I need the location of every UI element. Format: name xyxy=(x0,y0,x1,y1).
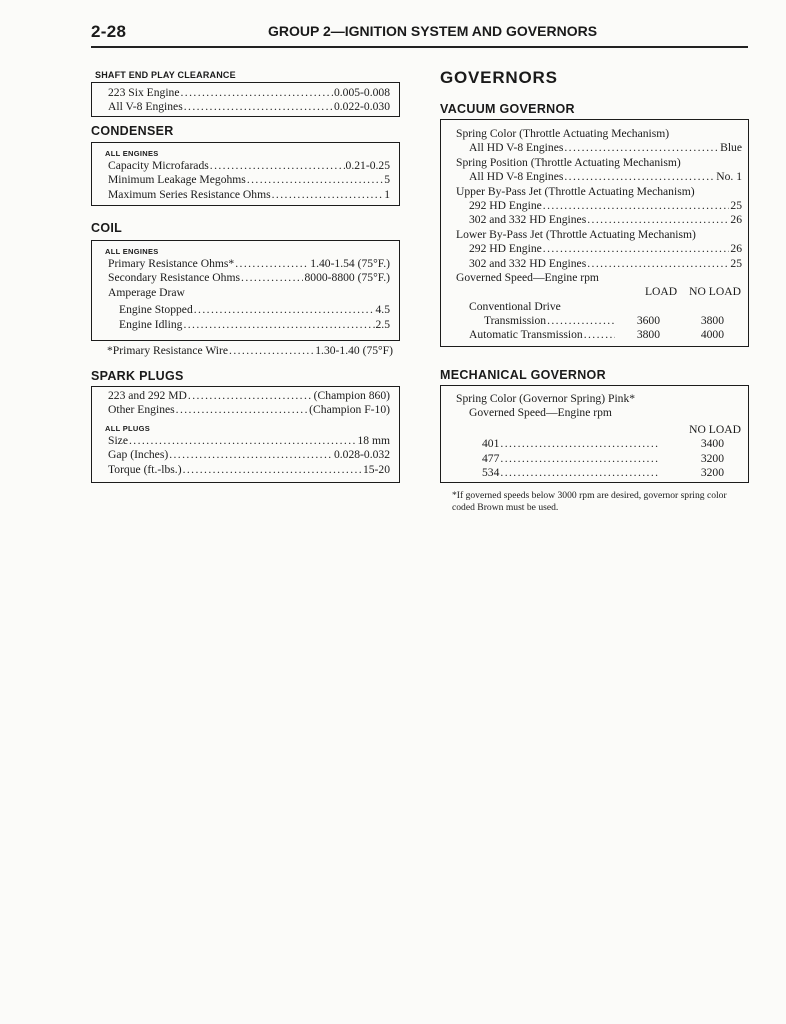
spec-row: Minimum Leakage Megohms ..... 5 xyxy=(108,173,390,187)
spec-row: Size ..... 18 mm xyxy=(108,434,390,448)
spark-plugs-heading: SPARK PLUGS xyxy=(91,369,184,383)
spec-row: Other Engines ..... (Champion F-10) xyxy=(108,403,390,417)
spec-row: 223 and 292 MD ..... (Champion 860) xyxy=(108,389,390,403)
condenser-heading: CONDENSER xyxy=(91,124,174,138)
spec-row: Transmission ..... 3600 3800 xyxy=(456,314,742,328)
spec-row: Maximum Series Resistance Ohms ..... 1 xyxy=(108,188,390,202)
spec-row: Capacity Microfarads ..... 0.21-0.25 xyxy=(108,159,390,173)
vacuum-governor-heading: VACUUM GOVERNOR xyxy=(440,102,575,116)
spark-plugs-box xyxy=(91,386,400,483)
spec-row: Amperage Draw xyxy=(108,285,185,299)
coil-heading: COIL xyxy=(91,221,123,235)
spec-row: Engine Idling ..... 2.5 xyxy=(108,318,390,332)
running-head: GROUP 2—IGNITION SYSTEM AND GOVERNORS xyxy=(268,23,598,39)
spec-row: 477 ..... 3200 xyxy=(456,452,742,466)
governors-heading: GOVERNORS xyxy=(440,68,558,87)
spec-row: All HD V-8 Engines ..... Blue xyxy=(456,141,742,155)
spec-row: Torque (ft.-lbs.) ..... 15-20 xyxy=(108,463,390,477)
mechanical-governor-box: Spring Color (Governor Spring) Pink* Governed Speed—Engine rpm NO LOAD 401 ..... 3400 477 ..... 3200 534 ..... 3200 xyxy=(440,385,749,483)
column-headers: NO LOAD xyxy=(689,422,741,436)
spec-row: 292 HD Engine ..... 25 xyxy=(456,199,742,213)
mechanical-governor-heading: MECHANICAL GOVERNOR xyxy=(440,368,606,382)
spec-row: All HD V-8 Engines ..... No. 1 xyxy=(456,170,742,184)
condenser-subheading: ALL ENGINES xyxy=(105,149,159,158)
shaft-end-play-heading: SHAFT END PLAY CLEARANCE xyxy=(95,70,236,80)
coil-box xyxy=(91,240,400,341)
coil-subheading: ALL ENGINES xyxy=(105,247,159,256)
condenser-box xyxy=(91,142,400,206)
spec-row: Primary Resistance Ohms* ..... 1.40-1.54 (75°F.) xyxy=(108,257,390,271)
spec-row: Gap (Inches) ..... 0.028-0.032 xyxy=(108,448,390,462)
spec-row: All V-8 Engines ..... 0.022-0.030 xyxy=(108,100,390,114)
spark-plugs-subheading: ALL PLUGS xyxy=(105,423,151,433)
vacuum-governor-box: Spring Color (Throttle Actuating Mechanism) All HD V-8 Engines ..... Blue Spring Position (Throttle Actuating Mechanism) All HD V-8 Engines ..... No. 1 Upper By-Pass Jet (Throttle Actuating Mechanism) 292 HD Engine ..... 25 302 and 332 HD Engines ..... 26 Lower By-Pass Jet (Throttle Actuating Mechanism) 292 HD Engine ..... 26 302 and 332 HD Engines ..... 25 Governed Speed—Engine rpm LOAD NO LOAD Conventional Drive Transmission ..... 3600 3800 Automatic Transmission ..... 3800 4000 xyxy=(440,119,749,347)
spec-row: 401 ..... 3400 xyxy=(456,437,742,451)
coil-footnote: *Primary Resistance Wire ..... 1.30-1.40 (75°F) xyxy=(107,344,393,358)
spec-row: 302 and 332 HD Engines ..... 25 xyxy=(456,257,742,271)
spec-row: 223 Six Engine ..... 0.005-0.008 xyxy=(108,86,390,100)
page-number: 2-28 xyxy=(91,22,127,41)
spec-row: Secondary Resistance Ohms ..... 8000-8800 (75°F.) xyxy=(108,271,390,285)
spec-row: 534 ..... 3200 xyxy=(456,466,742,480)
header-rule xyxy=(91,46,748,48)
shaft-end-play-box xyxy=(91,82,400,117)
spec-row: 292 HD Engine ..... 26 xyxy=(456,242,742,256)
spec-row: 302 and 332 HD Engines ..... 26 xyxy=(456,213,742,227)
column-headers: LOAD NO LOAD xyxy=(644,285,741,299)
spec-row: Engine Stopped ..... 4.5 xyxy=(108,303,390,317)
spec-row: Automatic Transmission ..... 3800 4000 xyxy=(456,328,742,342)
governor-footnote: *If governed speeds below 3000 rpm are desired, governor spring color coded Brown must be used. xyxy=(452,490,727,513)
